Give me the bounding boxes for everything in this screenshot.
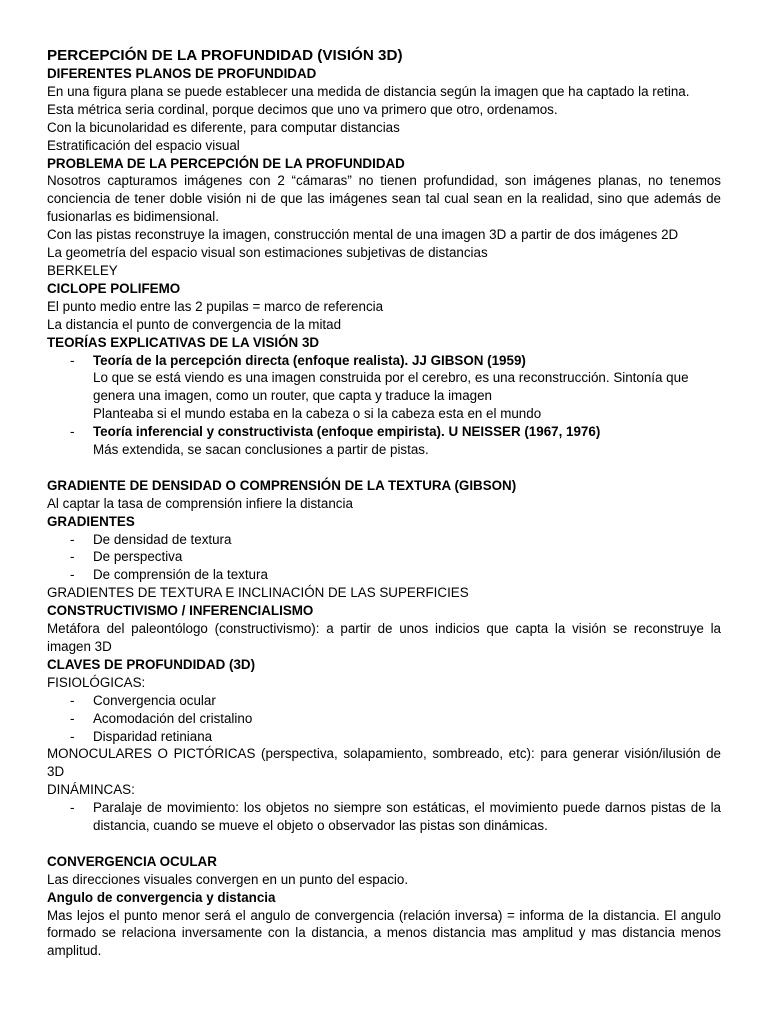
bullet-dash: -: [70, 800, 75, 816]
section-heading: CONVERGENCIA OCULAR: [47, 853, 217, 869]
paragraph: BERKELEY: [47, 262, 118, 278]
paragraph: GRADIENTES DE TEXTURA E INCLINACIÓN DE LAS SUPERFICIES: [47, 585, 469, 601]
paragraph: Nosotros capturamos imágenes con 2 “cámaras” no tienen profundidad, son imágenes planas, no tenemos conciencia de tener doble visión ni de que las imágenes sean tal cual sean en la realidad, sino que además de fusionarlas es bidimensional.: [47, 173, 721, 225]
list-item: [47, 692, 721, 710]
paragraph: Metáfora del paleontólogo (constructivismo): a partir de unos indicios que capta la visión se reconstruye la imagen 3D: [47, 621, 721, 654]
paragraph: Mas lejos el punto menor será el angulo de convergencia (relación inversa) = informa de la distancia. El angulo formado se relaciona inversamente con la distancia, a menos distancia mas amplitud y mas distancia menos amplitud.: [47, 907, 721, 959]
paragraph: El punto medio entre las 2 pupilas = marco de referencia: [47, 298, 384, 314]
list-item: [47, 728, 721, 746]
bullet-dash: -: [70, 549, 75, 565]
section-heading: PROBLEMA DE LA PERCEPCIÓN DE LA PROFUNDIDAD: [47, 155, 405, 171]
paragraph: Esta métrica seria cordinal, porque decimos que uno va primero que otro, ordenamos.: [47, 101, 558, 117]
paragraph: La geometría del espacio visual son estimaciones subjetivas de distancias: [47, 245, 488, 261]
paragraph: Estratificación del espacio visual: [47, 137, 240, 153]
list-item-text: De densidad de textura: [93, 531, 232, 547]
bullet-dash: -: [70, 710, 75, 726]
bullet-dash: -: [70, 424, 75, 440]
section-heading: TEORÍAS EXPLICATIVAS DE LA VISIÓN 3D: [47, 334, 320, 350]
paragraph: Con la bicunolaridad es diferente, para computar distancias: [47, 119, 400, 135]
list-item: [47, 566, 721, 584]
list-item-text: Planteaba si el mundo estaba en la cabeza o si la cabeza esta en el mundo: [93, 406, 542, 422]
document-title: PERCEPCIÓN DE LA PROFUNDIDAD (VISIÓN 3D): [47, 47, 403, 64]
list-item: [47, 710, 721, 728]
bullet-dash: -: [70, 728, 75, 744]
bullet-dash: -: [70, 692, 75, 708]
paragraph: FISIOLÓGICAS:: [47, 674, 146, 690]
paragraph: DINÁMINCAS:: [47, 782, 135, 798]
section-heading: DIFERENTES PLANOS DE PROFUNDIDAD: [47, 66, 317, 81]
paragraph: Las direcciones visuales convergen en un punto del espacio.: [47, 871, 409, 887]
list-item-text: Lo que se está viendo es una imagen construida por el cerebro, es una reconstrucción. Sintonía que genera una imagen, como un router, que capta y traduce la imagen: [93, 370, 689, 404]
section-heading: GRADIENTES: [47, 513, 135, 529]
list-item-text: De comprensión de la textura: [93, 567, 268, 583]
list-item: [47, 799, 721, 835]
list-item-text: Acomodación del cristalino: [93, 710, 253, 726]
blank-line: [47, 835, 721, 853]
paragraph: MONOCULARES O PICTÓRICAS (perspectiva, solapamiento, sombreado, etc): para generar visión/ilusión de 3D: [47, 746, 721, 780]
bullet-dash: -: [70, 531, 75, 547]
list-item: [47, 531, 721, 549]
paragraph: La distancia el punto de convergencia de la mitad: [47, 316, 342, 332]
document-body: [47, 46, 721, 960]
list-item-text: Convergencia ocular: [93, 692, 216, 708]
list-item-text: Más extendida, se sacan conclusiones a partir de pistas.: [93, 442, 429, 458]
list-item: [47, 423, 721, 441]
section-heading: CICLOPE POLIFEMO: [47, 280, 181, 296]
list-item: [47, 352, 721, 370]
list-item-text: Disparidad retiniana: [93, 728, 213, 744]
blank-line: [47, 459, 721, 477]
list-item: [47, 548, 721, 566]
paragraph: Al captar la tasa de comprensión infiere la distancia: [47, 495, 353, 511]
list-item-text: De perspectiva: [93, 549, 183, 565]
subsection-heading: Angulo de convergencia y distancia: [47, 889, 276, 905]
list-item-title: Teoría inferencial y constructivista (enfoque empirista). U NEISSER (1967, 1976): [93, 424, 601, 440]
section-heading: GRADIENTE DE DENSIDAD O COMPRENSIÓN DE LA TEXTURA (GIBSON): [47, 477, 517, 493]
paragraph: Con las pistas reconstruye la imagen, construcción mental de una imagen 3D a partir de dos imágenes 2D: [47, 227, 679, 243]
section-heading: CONSTRUCTIVISMO / INFERENCIALISMO: [47, 603, 314, 619]
bullet-dash: -: [70, 352, 75, 368]
bullet-dash: -: [70, 567, 75, 583]
list-item-text: Paralaje de movimiento: los objetos no siempre son estáticas, el movimiento puede darnos pistas de la distancia, cuando se mueve el objeto o observador las pistas son dinámicas.: [93, 800, 721, 834]
list-item-title: Teoría de la percepción directa (enfoque realista). JJ GIBSON (1959): [93, 352, 526, 368]
section-heading: CLAVES DE PROFUNDIDAD (3D): [47, 656, 256, 672]
paragraph: En una figura plana se puede establecer una medida de distancia según la imagen que ha captado la retina.: [47, 83, 690, 99]
